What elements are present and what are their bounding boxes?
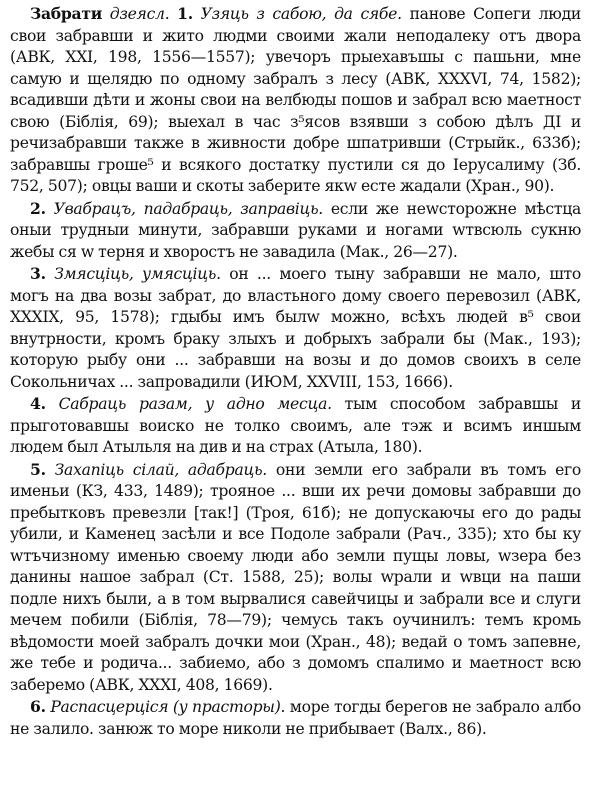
sense-number: 5. [30,459,46,479]
sense-text: если же неwсторожне мѣстца оныи трудныи минути, забравши руками и ногами wтвсюль сукню жебы ся w терня и хворостъ не завадила (Мак., 26—27). [10,199,581,261]
sense-number: 4. [30,394,46,413]
sense-text: он ... моего тыну забравши не мало, што могъ на два возы забрат, до властьного дому своего перевозил (АВК, XXXIX, 95, 1578); гдыбы имъ былw можно, всѣхъ людей в⁵ свои внутрности, кромъ браку злыхъ и добрыхъ забрали бы (Мак., 193); которую рыбу они ... забравши на возы и до домов своихъ в селе Сокольничах ... запровадили (ИЮМ, XXVIII, 153, 1666). [10,265,581,391]
sense-text: панове Сопеги люди свои забравши и жито людми своими жали неподалеку отъ двора (АВК, XXI, 198, 1556—1557); увечоръ прыехавъшы с пашьни, мне самую и щелядю по одному забралъ з лесу (АВК, XXXVI, 74, 1582); всадивши дѣти и жоны свои на велбюды пошов и забрал всю маетност свою (Біблія, 69); выехал в час з⁵ясов взявши з собою дѣлъ ДІ и речизабравши также в живности добре шпатривши (Стрыйк., 633б); забравшы гроше⁵ и всякого достатку пустили ся до Іерусалиму (Зб. 752, 507); овцы ваши и скоты заберите якw есте жадали (Хран., 90). [10,5,582,195]
sense-number: 1. [177,4,193,23]
sense-3 [10,263,581,393]
sense-4 [10,393,581,459]
sense-text: они земли его забрали въ томъ его именьи (КЗ, 433, 1489); трояное ... вши их речи домовы забравши до пребытковъ превезли [так!] (Троя, 61б); не допускаючы его до рады убили, и Каменец засѣли и все Подоле забрали (Рач., 335); хто бы ку wтъчизному именью своему люди або земли пущы ловы, wзера без данины нашое забрал (Ст. 1588, 25); волы wрали и wвци на паши подле нихъ были, а в том вырвалися савейчицы и забрали все и слуги мечем побили (Біблія, 78—79); чемусь такъ оучинилъ: темъ кромь вѣдомости моей забралъ дочки мои (Хран., 48); ведай о томъ запевне, же тебе и родича... забиемо, або з домомъ спалимо и маетност всю заберемо (АВК, XXXI, 408, 1669). [10,460,582,694]
sense-1 [10,3,581,198]
sense-gloss: Захапіць сілай, адабраць. [54,460,267,479]
sense-5 [10,459,581,697]
sense-number: 3. [30,264,46,283]
sense-gloss: Увабрацъ, падабраць, заправіць. [53,199,323,218]
sense-number: 6. [30,697,46,716]
sense-text: море тогды берегов не забрало албо не залило. занюж то море николи не прибывает (Валх., 86). [10,698,582,738]
sense-gloss: Узяць з сабою, да сябе. [200,5,402,23]
sense-6 [10,696,581,740]
sense-text: тым способом забравшы и прыготовавшы воиско не толко своимъ, але тэж и всимъ иншым людем был Атыльля на див и на страх (Атыла, 180). [10,395,582,456]
sense-gloss: Распасцерціся (у прасторы). [50,698,286,716]
part-of-speech: дзеясл. [109,5,170,23]
sense-number: 2. [30,198,46,218]
headword: Забрати [30,4,103,23]
sense-2 [10,198,581,264]
sense-gloss: Сабраць разам, у адно месца. [58,395,332,413]
sense-gloss: Змясціць, умясціць. [54,265,221,283]
